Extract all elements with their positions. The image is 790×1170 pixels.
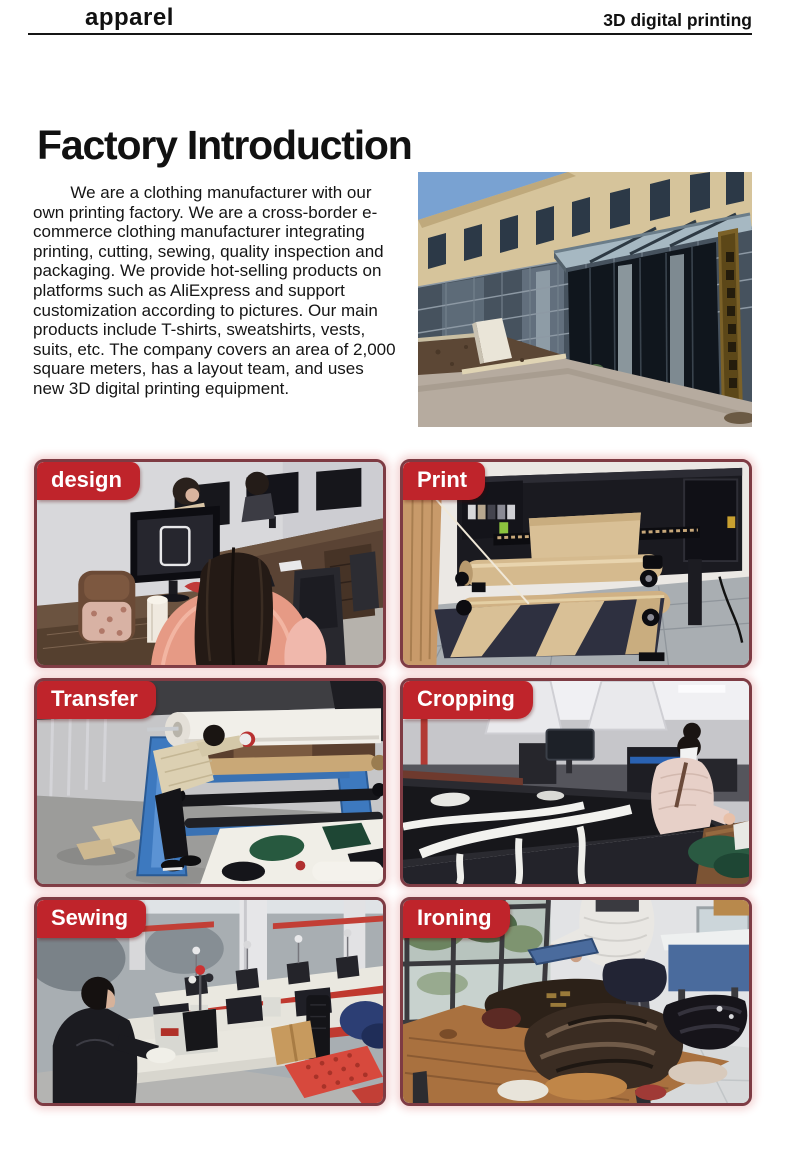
- transfer-label-badge: Transfer: [37, 681, 156, 719]
- brand-text: apparel: [85, 4, 174, 31]
- ironing-label-badge: Ironing: [403, 900, 510, 938]
- process-card-cropping: [400, 678, 752, 887]
- design-label-badge: design: [37, 462, 140, 500]
- header-tagline: 3D digital printing: [603, 10, 752, 30]
- process-card-print: [400, 459, 752, 668]
- process-card-design: [34, 459, 386, 668]
- factory-exterior-photo: [418, 172, 752, 427]
- cropping-label-badge: Cropping: [403, 681, 533, 719]
- sewing-label-badge: Sewing: [37, 900, 146, 938]
- process-card-transfer: [34, 678, 386, 887]
- header-divider: [28, 33, 752, 35]
- process-card-ironing: [400, 897, 752, 1106]
- page-title: Factory Introduction: [37, 122, 412, 168]
- process-card-sewing: [34, 897, 386, 1106]
- intro-paragraph: We are a clothing manufacturer with our own printing factory. We are a cross-border e-commerce clothing manufacturer integrating printing, cutting, sewing, quality inspection and packaging. We provide hot-selling products on platforms such as AliExpress and support customization according to pictures. Our main products include T-shirts, sweatshirts, vests, suits, etc. The company covers an area of 2,000 square meters, has a layout team, and uses new 3D digital printing equipment.: [33, 183, 396, 398]
- print-label-badge: Print: [403, 462, 485, 500]
